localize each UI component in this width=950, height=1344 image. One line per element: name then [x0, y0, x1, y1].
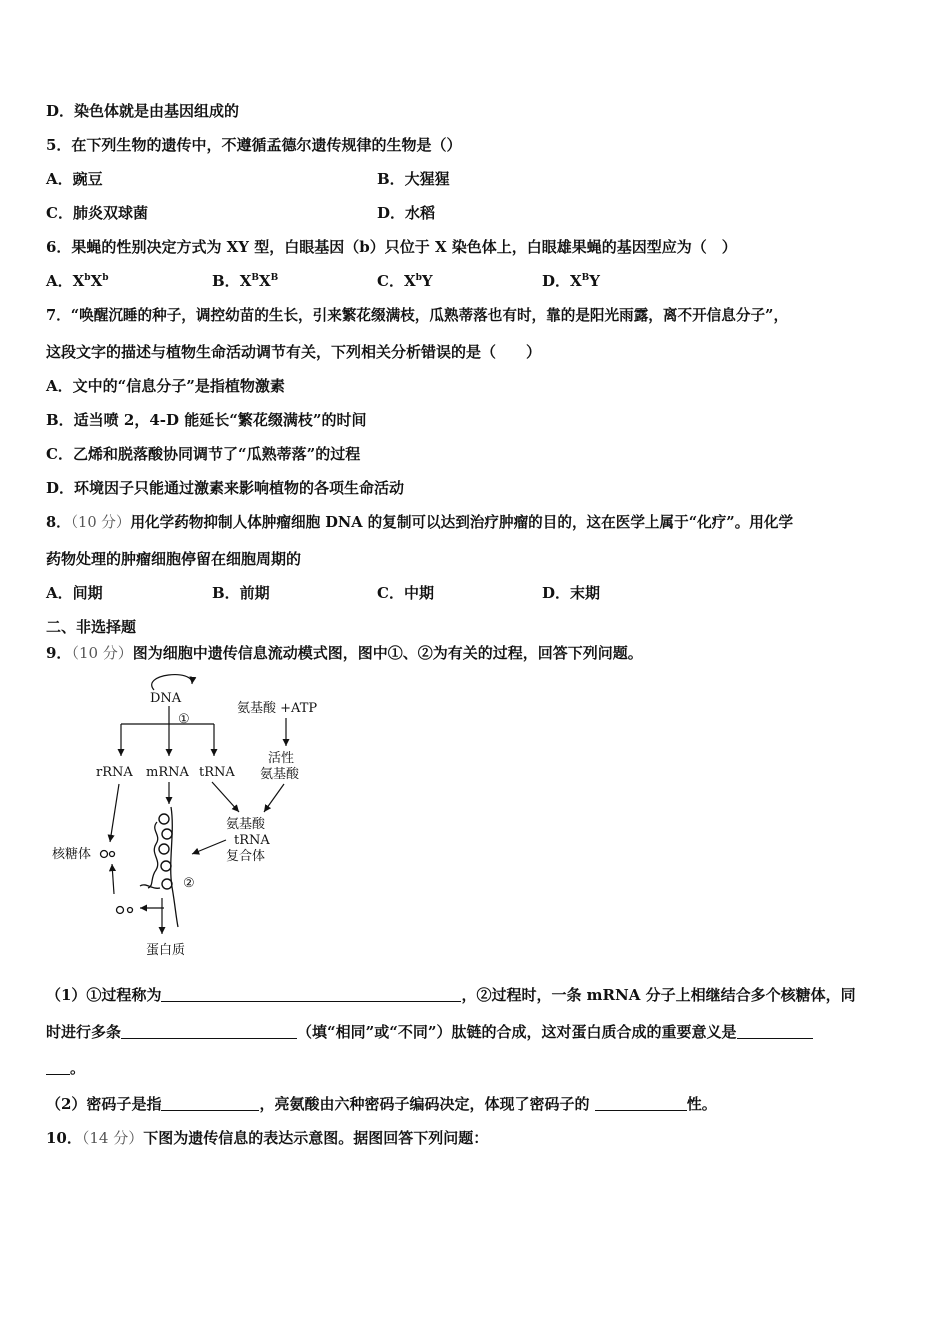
- trna-label: tRNA: [199, 765, 235, 780]
- mrna-label: mRNA: [146, 765, 189, 780]
- active-label-1: 活性: [268, 751, 295, 766]
- q5-stem: 5．在下列生物的遗传中，不遵循孟德尔遗传规律的生物是（）: [46, 136, 462, 154]
- q8-option-c: C．中期: [377, 584, 434, 602]
- replication-arrow: [152, 675, 192, 690]
- q5-option-c: C．肺炎双球菌: [46, 204, 148, 222]
- complex-label-1: 氨基酸: [226, 817, 266, 832]
- q8-stem-line2: 药物处理的肿瘤细胞停留在细胞周期的: [46, 550, 302, 568]
- protein-label: 蛋白质: [146, 943, 186, 958]
- rrna-label: rRNA: [96, 765, 133, 780]
- q9-part1-line2: 时进行多条 （填“相同”或“不同”）肽链的合成，这对蛋白质合成的重要意义是: [46, 1022, 813, 1042]
- q5-option-b: B．大猩猩: [377, 170, 450, 188]
- q7-stem-line2: 这段文字的描述与植物生命活动调节有关，下列相关分析错误的是（ ）: [46, 343, 542, 361]
- q8-option-d: D．末期: [542, 584, 601, 602]
- q7-option-c: C．乙烯和脱落酸协同调节了“瓜熟蒂落”的过程: [46, 445, 361, 463]
- answer-blank-5[interactable]: [595, 1094, 687, 1111]
- q5-option-a: A．豌豆: [46, 170, 103, 188]
- q7-option-d: D．环境因子只能通过激素来影响植物的各项生命活动: [46, 479, 405, 497]
- q8-option-b: B．前期: [212, 584, 270, 602]
- q9-part2: （2）密码子是指 ，亮氨酸由六种密码子编码决定，体现了密码子的 性。: [46, 1095, 717, 1113]
- complex-label-2: tRNA: [234, 833, 270, 848]
- q9-part1-line3: 。: [46, 1058, 85, 1078]
- answer-blank-2[interactable]: [121, 1022, 297, 1039]
- q8-stem-line1: 8．（10 分）用化学药物抑制人体肿瘤细胞 DNA 的复制可以达到治疗肿瘤的目的，这在医学上属于“化疗”。用化学: [46, 514, 794, 531]
- q5-option-d: D．水稻: [377, 204, 436, 222]
- section-heading: 二、非选择题: [46, 618, 137, 636]
- ribosome-label: 核糖体: [52, 847, 92, 862]
- answer-blank-3[interactable]: [737, 1022, 813, 1039]
- q6-option-d: D．$X^BY$: [542, 272, 600, 290]
- q6-stem: 6．果蝇的性别决定方式为 XY 型，白眼基因（b）只位于 X 染色体上，白眼雄果蝇的基因型应为（ ）: [46, 238, 737, 256]
- q10-stem: 10．（14 分）下图为遗传信息的表达示意图。据图回答下列问题：: [46, 1129, 489, 1147]
- q4-option-d: D．染色体就是由基因组成的: [46, 102, 240, 120]
- dna-label: DNA: [150, 691, 182, 706]
- q9-stem: 9．（10 分）图为细胞中遗传信息流动模式图，图中①、②为有关的过程，回答下列问题。: [46, 644, 643, 662]
- q9-part1-line1: （1）①过程称为 ，②过程时，一条 mRNA 分子上相继结合多个核糖体，同: [46, 986, 856, 1004]
- q6-option-b: B．$X^BX^B$: [212, 272, 279, 290]
- q6-option-c: C．$X^bY$: [377, 272, 433, 290]
- q8-option-a: A．间期: [46, 584, 103, 602]
- q6-option-a: A．$X^bX^b$: [46, 272, 109, 290]
- complex-label-3: 复合体: [226, 849, 266, 864]
- q7-stem-line1: 7．“唤醒沉睡的种子，调控幼苗的生长，引来繁花缀满枝，瓜熟蒂落也有时，靠的是阳光雨露，离不开信息分子”，: [46, 307, 789, 324]
- answer-blank-1[interactable]: [161, 985, 461, 1002]
- q7-option-a: A．文中的“信息分子”是指植物激素: [46, 377, 285, 395]
- step2-label: ②: [183, 876, 195, 891]
- gene-expression-diagram: [44, 672, 344, 964]
- answer-blank-3-cont[interactable]: [46, 1058, 70, 1075]
- answer-blank-4[interactable]: [161, 1094, 259, 1111]
- q7-option-b: B．适当喷 2，4-D 能延长“繁花缀满枝”的时间: [46, 411, 367, 429]
- amino-acid-atp-label: 氨基酸 +ATP: [237, 701, 318, 716]
- active-label-2: 氨基酸: [260, 767, 300, 782]
- step1-label: ①: [178, 712, 190, 727]
